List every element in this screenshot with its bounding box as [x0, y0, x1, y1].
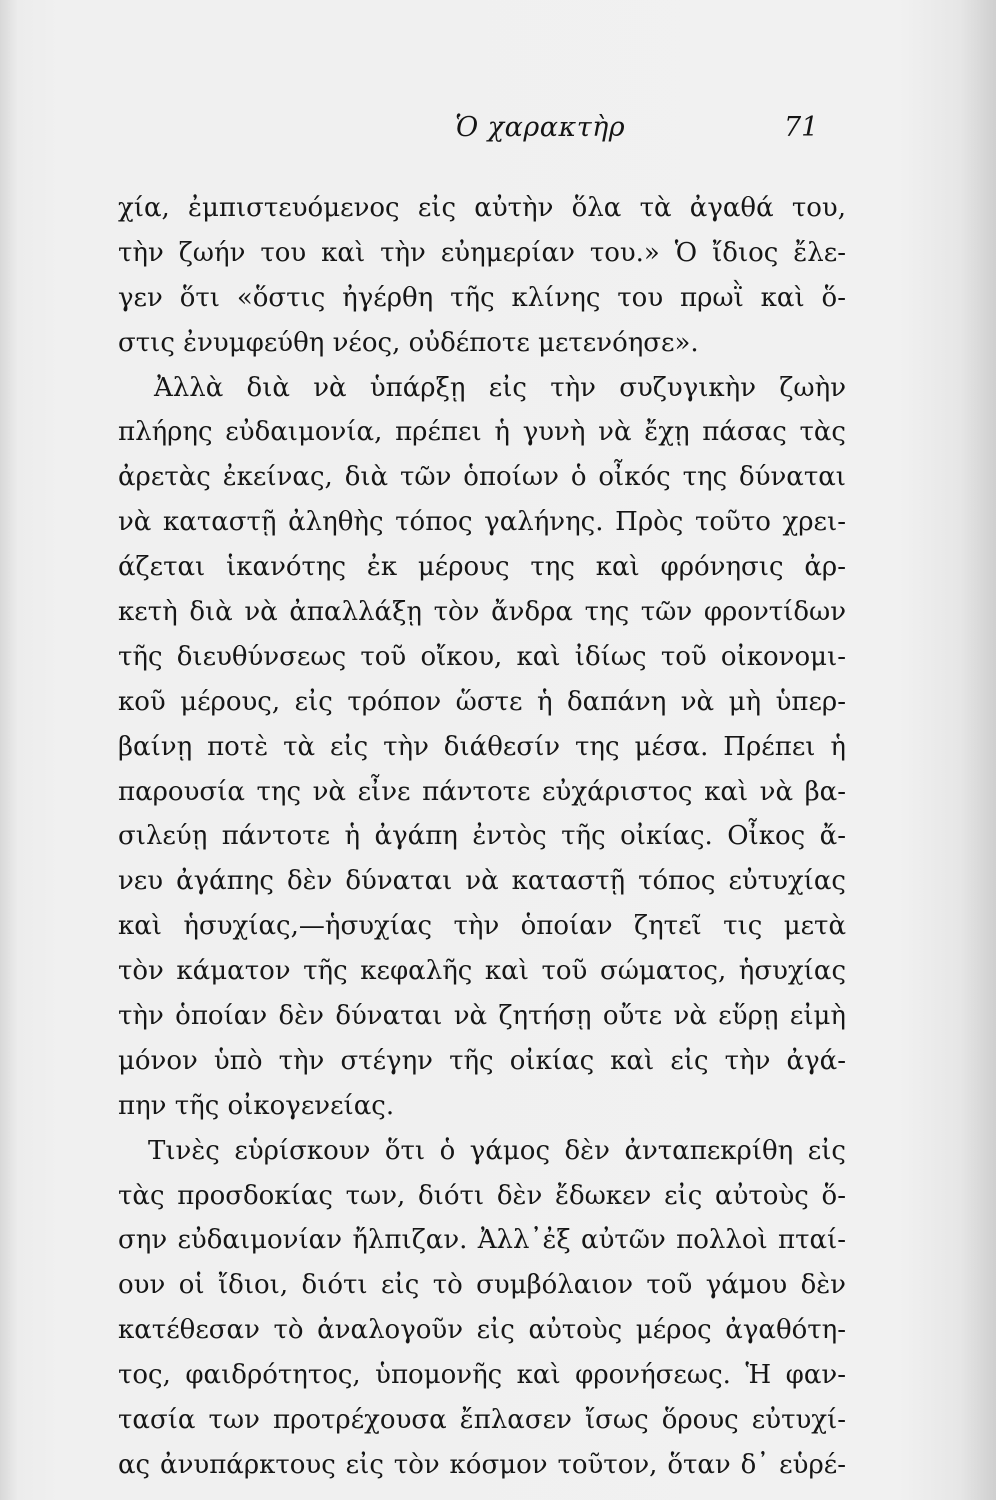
text-line: πλήρης εὐδαιμονία, πρέπει ἡ γυνὴ νὰ ἔχῃ πάσας τὰς	[118, 417, 846, 448]
text-line: ἀρετὰς ἐκείνας, διὰ τῶν ὁποίων ὁ οἶκός της δύναται	[118, 462, 846, 493]
text-line: σιλεύῃ πάντοτε ἡ ἀγάπη ἐντὸς τῆς οἰκίας. Οἶκος ἄ-	[118, 821, 846, 852]
text-line: Τινὲς εὑρίσκουν ὅτι ὁ γάμος δὲν ἀνταπεκρίθη εἰς	[148, 1135, 846, 1166]
text-line: τὰς προσδοκίας των, διότι δὲν ἔδωκεν εἰς αὐτοὺς ὅ-	[118, 1180, 846, 1211]
text-line: τὴν ὁποίαν δὲν δύναται νὰ ζητήσῃ οὔτε νὰ εὕρῃ εἰμὴ	[118, 1001, 846, 1032]
text-line: σην εὐδαιμονίαν ἤλπιζαν. Ἀλλ᾽ἐξ αὐτῶν πολλοὶ πταί-	[118, 1225, 846, 1256]
text-line: ουν οἱ ἴδιοι, διότι εἰς τὸ συμβόλαιον τοῦ γάμου δὲν	[118, 1270, 846, 1301]
text-line: τος, φαιδρότητος, ὑπομονῆς καὶ φρονήσεως. Ἡ φαν-	[118, 1360, 846, 1391]
text-line: χία, ἐμπιστευόμενος εἰς αὐτὴν ὅλα τὰ ἀγαθά του,	[118, 193, 846, 223]
text-line: κοῦ μέρους, εἰς τρόπον ὥστε ἡ δαπάνη νὰ μὴ ὑπερ-	[118, 686, 846, 717]
text-line: ας ἀνυπάρκτους εἰς τὸν κόσμον τοῦτον, ὅταν δ᾽ εὑρέ-	[118, 1449, 846, 1480]
body-text	[118, 186, 846, 1488]
text-line: τῆς διευθύνσεως τοῦ οἴκου, καὶ ἰδίως τοῦ οἰκονομι-	[118, 641, 846, 672]
text-line: νευ ἀγάπης δὲν δύναται νὰ καταστῇ τόπος εὐτυχίας	[118, 866, 846, 897]
text-line: τὸν κάματον τῆς κεφαλῆς καὶ τοῦ σώματος, ἡσυχίας	[118, 956, 846, 987]
text-line: παρουσία της νὰ εἶνε πάντοτε εὐχάριστος καὶ νὰ βα-	[118, 776, 846, 807]
text-line: πην τῆς οἰκογενείας.	[118, 1090, 395, 1121]
page-header	[0, 112, 996, 152]
text-line: κετὴ διὰ νὰ ἀπαλλάξῃ τὸν ἄνδρα της τῶν φροντίδων	[118, 597, 846, 628]
text-line: άζεται ἱκανότης ἐκ μέρους της καὶ φρόνησις ἀρ-	[118, 552, 846, 583]
text-line: κατέθεσαν τὸ ἀναλογοῦν εἰς αὐτοὺς μέρος ἀγαθότη-	[118, 1315, 846, 1346]
text-line: τὴν ζωήν του καὶ τὴν εὐημερίαν του.» Ὁ ἴδιος ἔλε-	[118, 237, 846, 268]
text-line: τασία των προτρέχουσα ἔπλασεν ἴσως ὅρους εὐτυχί-	[118, 1405, 846, 1436]
text-line: καὶ ἡσυχίας,—ἡσυχίας τὴν ὁποίαν ζητεῖ τις μετὰ	[118, 911, 846, 942]
text-line: Ἀλλὰ διὰ νὰ ὑπάρξῃ εἰς τὴν συζυγικὴν ζωὴν	[154, 372, 846, 403]
text-line: νὰ καταστῇ ἀληθὴς τόπος γαλήνης. Πρὸς τοῦτο χρει-	[118, 507, 846, 538]
text-line: μόνον ὑπὸ τὴν στέγην τῆς οἰκίας καὶ εἰς τὴν ἀγά-	[118, 1045, 846, 1076]
page-number: 71	[784, 112, 819, 143]
running-title: Ὁ χαρακτὴρ	[455, 112, 626, 143]
text-line: στις ἐνυμφεύθη νέος, οὐδέποτε μετενόησε».	[118, 327, 699, 358]
text-line: βαίνῃ ποτὲ τὰ εἰς τὴν διάθεσίν της μέσα. Πρέπει ἡ	[118, 731, 846, 762]
text-line: γεν ὅτι «ὅστις ἠγέρθη τῆς κλίνης του πρωῒ καὶ ὅ-	[118, 282, 846, 313]
